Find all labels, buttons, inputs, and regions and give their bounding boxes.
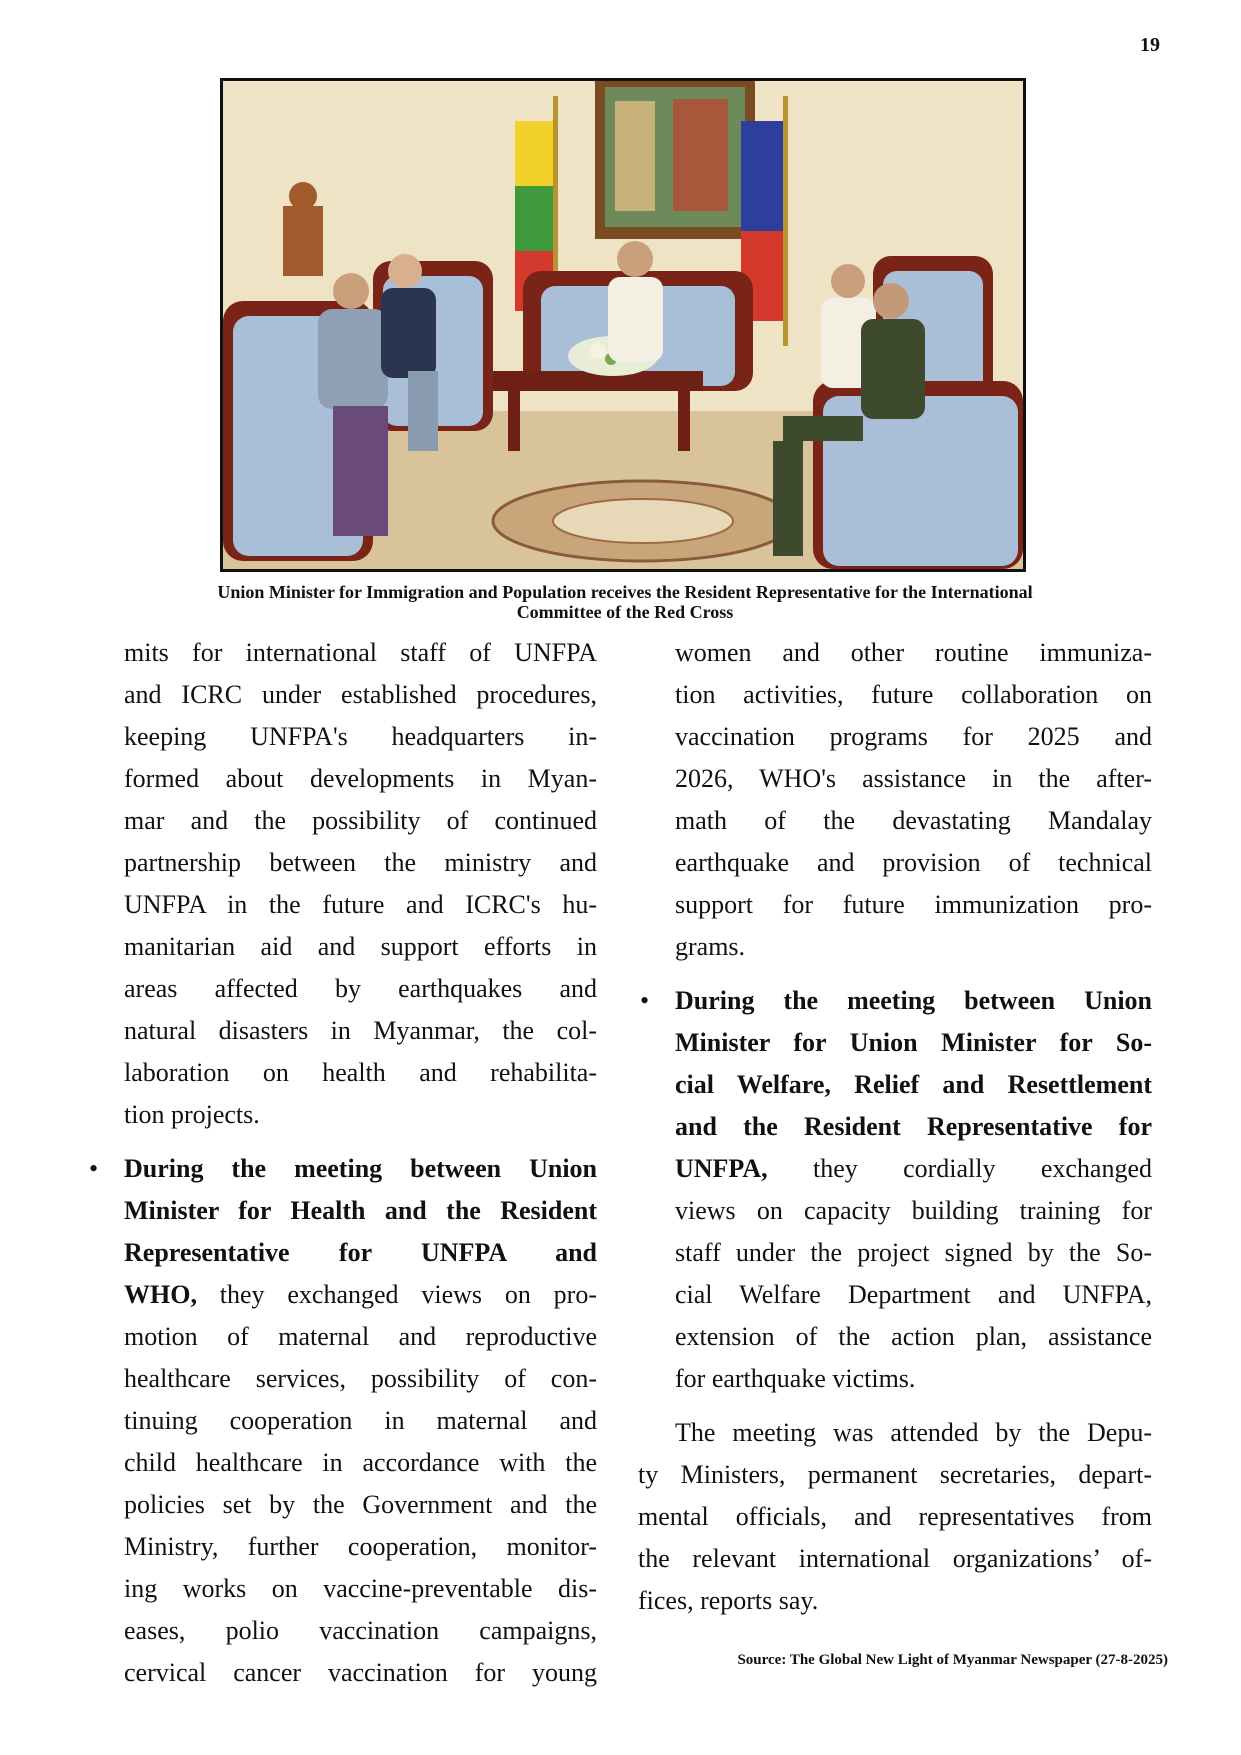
bold-run: UNFPA, bbox=[675, 1154, 768, 1183]
text-line bbox=[675, 1148, 1152, 1190]
photo-caption bbox=[110, 582, 1140, 622]
text-line: and the Resident Representative for bbox=[675, 1112, 1152, 1141]
bullet-item-social-welfare-meeting bbox=[638, 980, 1152, 1400]
text-line: Minister for Union Minister for So- bbox=[675, 1028, 1152, 1057]
bold-run: WHO, bbox=[124, 1280, 197, 1309]
text-line: During the meeting between Union bbox=[675, 986, 1152, 1015]
text-line: staff under the project signed by the So- bbox=[675, 1238, 1152, 1267]
bullet-icon: • bbox=[640, 986, 650, 1015]
text-line: ing works on vaccine-preventable dis- bbox=[124, 1574, 597, 1603]
text-line: ty Ministers, permanent secretaries, depart- bbox=[638, 1460, 1152, 1489]
left-column bbox=[89, 632, 597, 1694]
text-line: Representative for UNFPA and bbox=[124, 1238, 597, 1267]
text-line: 2026, WHO's assistance in the after- bbox=[675, 764, 1152, 793]
text-line: mar and the possibility of continued bbox=[124, 806, 597, 835]
text-line: The meeting was attended by the Depu- bbox=[675, 1418, 1152, 1447]
text-line: math of the devastating Mandalay bbox=[675, 806, 1152, 835]
text-line: Ministry, further cooperation, monitor- bbox=[124, 1532, 597, 1561]
text-line: vaccination programs for 2025 and bbox=[675, 722, 1152, 751]
text-line: for earthquake victims. bbox=[675, 1364, 916, 1393]
text-line: motion of maternal and reproductive bbox=[124, 1322, 597, 1351]
text-line: Minister for Health and the Resident bbox=[124, 1196, 597, 1225]
text-line: During the meeting between Union bbox=[124, 1154, 597, 1183]
text-line: tion activities, future collaboration on bbox=[675, 680, 1152, 709]
right-column bbox=[638, 632, 1152, 1622]
text-line: women and other routine immuniza- bbox=[675, 638, 1152, 667]
text-line: laboration on health and rehabilita- bbox=[124, 1058, 597, 1087]
text-line: fices, reports say. bbox=[638, 1586, 819, 1615]
caption-line-1: Union Minister for Immigration and Population receives the Resident Representative for the International bbox=[217, 582, 1033, 602]
bullet-item-health-meeting bbox=[89, 1148, 597, 1694]
text-line bbox=[124, 1274, 597, 1316]
text-line: cervical cancer vaccination for young bbox=[124, 1658, 597, 1687]
source-credit: Source: The Global New Light of Myanmar Newspaper (27-8-2025) bbox=[737, 1652, 1168, 1668]
text-line: UNFPA in the future and ICRC's hu- bbox=[124, 890, 597, 919]
text-line: and ICRC under established procedures, bbox=[124, 680, 597, 709]
left-paragraph bbox=[124, 632, 597, 1136]
text-line: cial Welfare, Relief and Resettlement bbox=[675, 1070, 1152, 1099]
text-line: extension of the action plan, assistance bbox=[675, 1322, 1152, 1351]
text-line: formed about developments in Myan- bbox=[124, 764, 597, 793]
text-line: manitarian aid and support efforts in bbox=[124, 932, 597, 961]
text-line: areas affected by earthquakes and bbox=[124, 974, 597, 1003]
text-line: tinuing cooperation in maternal and bbox=[124, 1406, 597, 1435]
text-line: healthcare services, possibility of con- bbox=[124, 1364, 597, 1393]
text-line: mits for international staff of UNFPA bbox=[124, 638, 597, 667]
text-line: child healthcare in accordance with the bbox=[124, 1448, 597, 1477]
page-number: 19 bbox=[1140, 34, 1160, 56]
text-run: they exchanged views on pro- bbox=[196, 1280, 597, 1309]
text-line: mental officials, and representatives from bbox=[638, 1502, 1152, 1531]
text-line: natural disasters in Myanmar, the col- bbox=[124, 1016, 597, 1045]
text-line: eases, polio vaccination campaigns, bbox=[124, 1616, 597, 1645]
text-line: earthquake and provision of technical bbox=[675, 848, 1152, 877]
text-line: grams. bbox=[675, 932, 746, 961]
text-line: cial Welfare Department and UNFPA, bbox=[675, 1280, 1152, 1309]
meeting-photo bbox=[220, 78, 1026, 572]
caption-line-2: Committee of the Red Cross bbox=[516, 602, 734, 622]
text-line: policies set by the Government and the bbox=[124, 1490, 597, 1519]
closing-paragraph bbox=[638, 1412, 1152, 1622]
text-line: the relevant international organizations’ of- bbox=[638, 1544, 1152, 1573]
bullet-icon: • bbox=[89, 1154, 99, 1183]
text-line: views on capacity building training for bbox=[675, 1196, 1152, 1225]
text-run: they cordially exchanged bbox=[767, 1154, 1152, 1183]
text-line: support for future immunization pro- bbox=[675, 890, 1152, 919]
text-line: tion projects. bbox=[124, 1100, 260, 1129]
right-paragraph bbox=[638, 632, 1152, 968]
text-line: partnership between the ministry and bbox=[124, 848, 597, 877]
text-line: keeping UNFPA's headquarters in- bbox=[124, 722, 597, 751]
